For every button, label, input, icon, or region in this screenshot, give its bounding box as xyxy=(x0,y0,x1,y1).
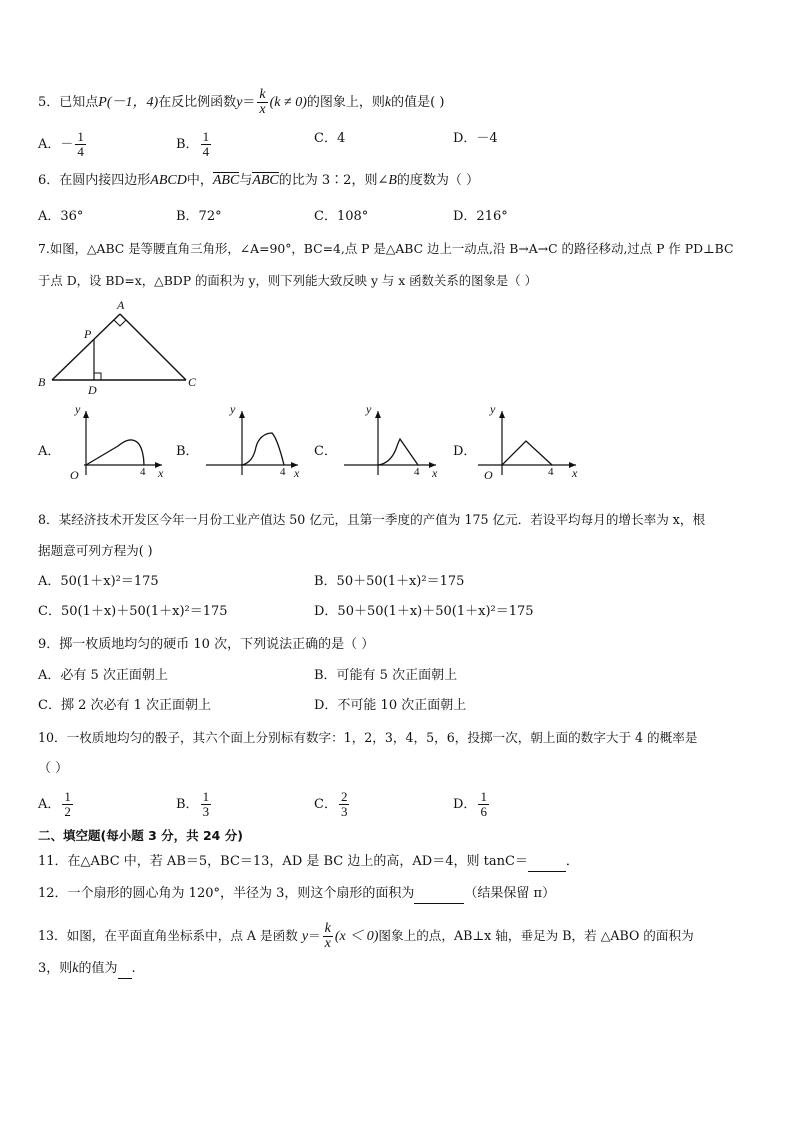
label-c: C xyxy=(188,375,197,389)
q6-option-b: B．72° xyxy=(176,209,222,224)
q6-text-d: 的比为 3∶2，则∠ xyxy=(278,173,389,188)
q9-option-a: A．必有 5 次正面朝上 xyxy=(38,668,168,683)
q10-line-2: （ ） xyxy=(38,761,69,776)
q13-fraction xyxy=(323,922,333,951)
tick-4: 4 xyxy=(140,466,146,478)
curve xyxy=(378,439,418,465)
q7-option-a-label: A． xyxy=(38,444,61,459)
q10-opt-b-label: B． xyxy=(176,797,199,812)
q8-option-a: A．50(1＋x)²＝175 xyxy=(38,574,159,589)
q7-option-c-label: C． xyxy=(314,444,337,459)
q11-answer-blank xyxy=(528,853,566,872)
q10-opt-c-den: 3 xyxy=(340,804,348,819)
question-13-line-1 xyxy=(38,922,694,951)
q10-opt-d-frac xyxy=(478,790,489,819)
question-5-stem xyxy=(38,88,444,117)
curve xyxy=(502,441,552,465)
label-d: D xyxy=(88,383,97,396)
q13-frac-num: k xyxy=(324,921,331,936)
right-angle-mark-d xyxy=(94,373,101,380)
q10-opt-d-den: 6 xyxy=(480,804,487,819)
q6-angle: B xyxy=(388,173,397,188)
q10-opt-b-num: 1 xyxy=(202,789,210,804)
q5-opt-a-label: A．－ xyxy=(38,137,74,152)
q7-triangle-figure xyxy=(34,296,204,396)
q10-option-a xyxy=(38,790,75,819)
q5-condition: (k ≠ 0) xyxy=(269,95,307,110)
q13-var-y: y xyxy=(301,929,309,944)
q10-opt-a-num: 1 xyxy=(64,789,71,804)
q9-option-b: B．可能有 5 次正面朝上 xyxy=(314,668,458,683)
q5-equals: ＝ xyxy=(242,95,256,110)
question-12 xyxy=(38,885,555,904)
right-angle-mark-a xyxy=(114,320,126,326)
q10-opt-d-label: D． xyxy=(453,797,477,812)
q8-option-c: C．50(1＋x)＋50(1＋x)²＝175 xyxy=(38,604,228,619)
y-axis-arrow xyxy=(83,411,89,418)
tick-4: 4 xyxy=(548,466,554,478)
y-label: y xyxy=(490,403,496,416)
q10-option-d xyxy=(453,790,491,819)
q6-text-a: 6．在圆内接四边形 xyxy=(38,173,151,188)
question-13-line-2 xyxy=(38,960,136,979)
q5-opt-a-frac xyxy=(75,130,86,159)
q12-answer-blank xyxy=(414,885,464,904)
q5-frac-num: k xyxy=(259,87,266,102)
q5-opt-a-num: 1 xyxy=(77,129,84,144)
curve xyxy=(242,433,284,465)
q7-line-1: 7.如图，△ABC 是等腰直角三角形，∠A=90°，BC=4,点 P 是△ABC 边上一动点,沿 B→A→C 的路径移动,过点 P 作 PD⊥BC xyxy=(38,241,734,256)
label-p: P xyxy=(84,327,92,341)
q7-line-2: 于点 D，设 BD=x，△BDP 的面积为 y，则下列能大致反映 y 与 x 函数关系的图象是（ ） xyxy=(38,273,538,288)
q13-text-d: 的值为 xyxy=(78,961,118,976)
x-label: x xyxy=(572,466,578,480)
q10-option-c xyxy=(314,790,351,819)
q10-line-1: 10．一枚质地均匀的骰子，其六个面上分别标有数字：1，2，3，4，5，6，投掷一次，朝上面的数字大于 4 的概率是 xyxy=(38,730,698,745)
q5-text-a: 5．已知点 xyxy=(38,95,99,110)
q6-arc-2: ABC xyxy=(252,173,279,188)
q6-text-e: 的度数为（ ） xyxy=(396,173,480,188)
q5-text-b: 在反比例函数 xyxy=(158,95,237,110)
q5-var-y: y xyxy=(236,95,243,110)
q10-opt-b-den: 3 xyxy=(202,804,210,819)
q10-opt-d-num: 1 xyxy=(480,789,487,804)
q5-text-c: 的图象上，则 xyxy=(306,95,385,110)
q8-option-b: B．50＋50(1＋x)²＝175 xyxy=(314,574,465,589)
x-label: x xyxy=(432,466,438,480)
y-label: y xyxy=(75,403,81,416)
q13-text-c: 3，则 xyxy=(38,961,73,976)
q10-opt-c-label: C． xyxy=(314,797,337,812)
q5-opt-b-num: 1 xyxy=(202,129,210,144)
q11-text: 11．在△ABC 中，若 AB＝5，BC＝13，AD 是 BC 边上的高，AD＝4，则 tanC＝ xyxy=(38,854,528,869)
q9-option-d: D．不可能 10 次正面朝上 xyxy=(314,698,467,713)
q10-opt-c-num: 2 xyxy=(340,789,348,804)
q5-option-d: D．－4 xyxy=(453,131,498,146)
q8-line-1: 8．某经济技术开发区今年一月份工业产值达 50 亿元，且第一季度的产值为 175 亿元．若设平均每月的增长率为 x，根 xyxy=(38,512,706,527)
q6-text-c: 与 xyxy=(239,173,253,188)
q5-text-d: 的值是( ) xyxy=(391,95,445,110)
y-axis-arrow xyxy=(375,411,381,418)
q6-text-b: 中， xyxy=(186,173,213,188)
curve xyxy=(86,440,144,465)
question-11 xyxy=(38,853,579,872)
q5-opt-a-den: 4 xyxy=(77,144,84,159)
q7-graph-a xyxy=(62,403,172,483)
q5-opt-b-label: B． xyxy=(176,137,199,152)
x-label: x xyxy=(158,466,164,480)
q13-var-k: k xyxy=(72,961,79,976)
q10-opt-a-label: A． xyxy=(38,797,61,812)
q13-answer-blank xyxy=(118,960,132,979)
q12-note: （结果保留 π） xyxy=(464,886,556,901)
q7-graph-d xyxy=(476,403,586,483)
q5-option-c: C．4 xyxy=(314,131,346,146)
origin-label: O xyxy=(70,468,79,482)
q7-graph-c xyxy=(342,403,442,483)
q10-opt-b-frac xyxy=(201,790,212,819)
q13-equals: ＝ xyxy=(308,928,321,943)
q11-end: ． xyxy=(565,854,579,869)
q8-option-d: D．50＋50(1＋x)＋50(1＋x)²＝175 xyxy=(314,604,534,619)
q5-var-k: k xyxy=(384,95,392,110)
q5-point: P(－1，4) xyxy=(98,95,159,110)
q13-end: . xyxy=(131,961,136,976)
q13-text-b: 图象上的点，AB⊥x 轴，垂足为 B，若 △ABO 的面积为 xyxy=(378,928,694,943)
tick-4: 4 xyxy=(280,466,286,478)
q6-arc-1: ABC xyxy=(212,173,240,188)
y-label: y xyxy=(230,403,236,416)
q7-graph-b xyxy=(204,403,304,483)
q6-quad: ABCD xyxy=(150,173,187,188)
q10-opt-c-frac xyxy=(339,790,350,819)
q9-option-c: C．掷 2 次必有 1 次正面朝上 xyxy=(38,698,212,713)
q10-opt-a-den: 2 xyxy=(64,804,71,819)
q5-fraction xyxy=(257,88,267,117)
segment-ac xyxy=(120,314,186,380)
q7-option-d-label: D． xyxy=(453,444,477,459)
y-axis-arrow xyxy=(499,411,505,418)
segment-ba xyxy=(52,314,120,380)
q5-option-a xyxy=(38,130,88,159)
q5-frac-den: x xyxy=(259,102,266,117)
q13-condition: (x ＜ 0) xyxy=(334,929,379,944)
label-a: A xyxy=(117,298,125,312)
q6-option-c: C．108° xyxy=(314,209,369,224)
origin-label: O xyxy=(484,468,493,482)
label-b: B xyxy=(38,375,46,389)
question-6-stem xyxy=(38,172,479,190)
q5-option-b xyxy=(176,130,213,159)
x-label: x xyxy=(294,466,300,480)
q10-option-b xyxy=(176,790,213,819)
q8-line-2: 据题意可列方程为( ) xyxy=(38,543,153,558)
q13-text-a: 13．如图，在平面直角坐标系中，点 A 是函数 xyxy=(38,928,298,943)
q5-opt-b-den: 4 xyxy=(202,144,210,159)
q10-opt-a-frac xyxy=(62,790,73,819)
q5-opt-b-frac xyxy=(201,130,212,159)
q6-option-d: D．216° xyxy=(453,209,508,224)
y-axis-arrow xyxy=(239,411,245,418)
tick-4: 4 xyxy=(414,466,420,478)
q6-option-a: A．36° xyxy=(38,209,84,224)
y-label: y xyxy=(366,403,372,416)
q12-text: 12．一个扇形的圆心角为 120°，半径为 3，则这个扇形的面积为 xyxy=(38,886,415,901)
section-2-heading: 二、填空题(每小题 3 分，共 24 分) xyxy=(38,828,243,843)
q13-frac-den: x xyxy=(324,936,331,951)
q7-option-b-label: B． xyxy=(176,444,199,459)
q9-stem: 9．掷一枚质地均匀的硬币 10 次，下列说法正确的是（ ） xyxy=(38,637,375,652)
